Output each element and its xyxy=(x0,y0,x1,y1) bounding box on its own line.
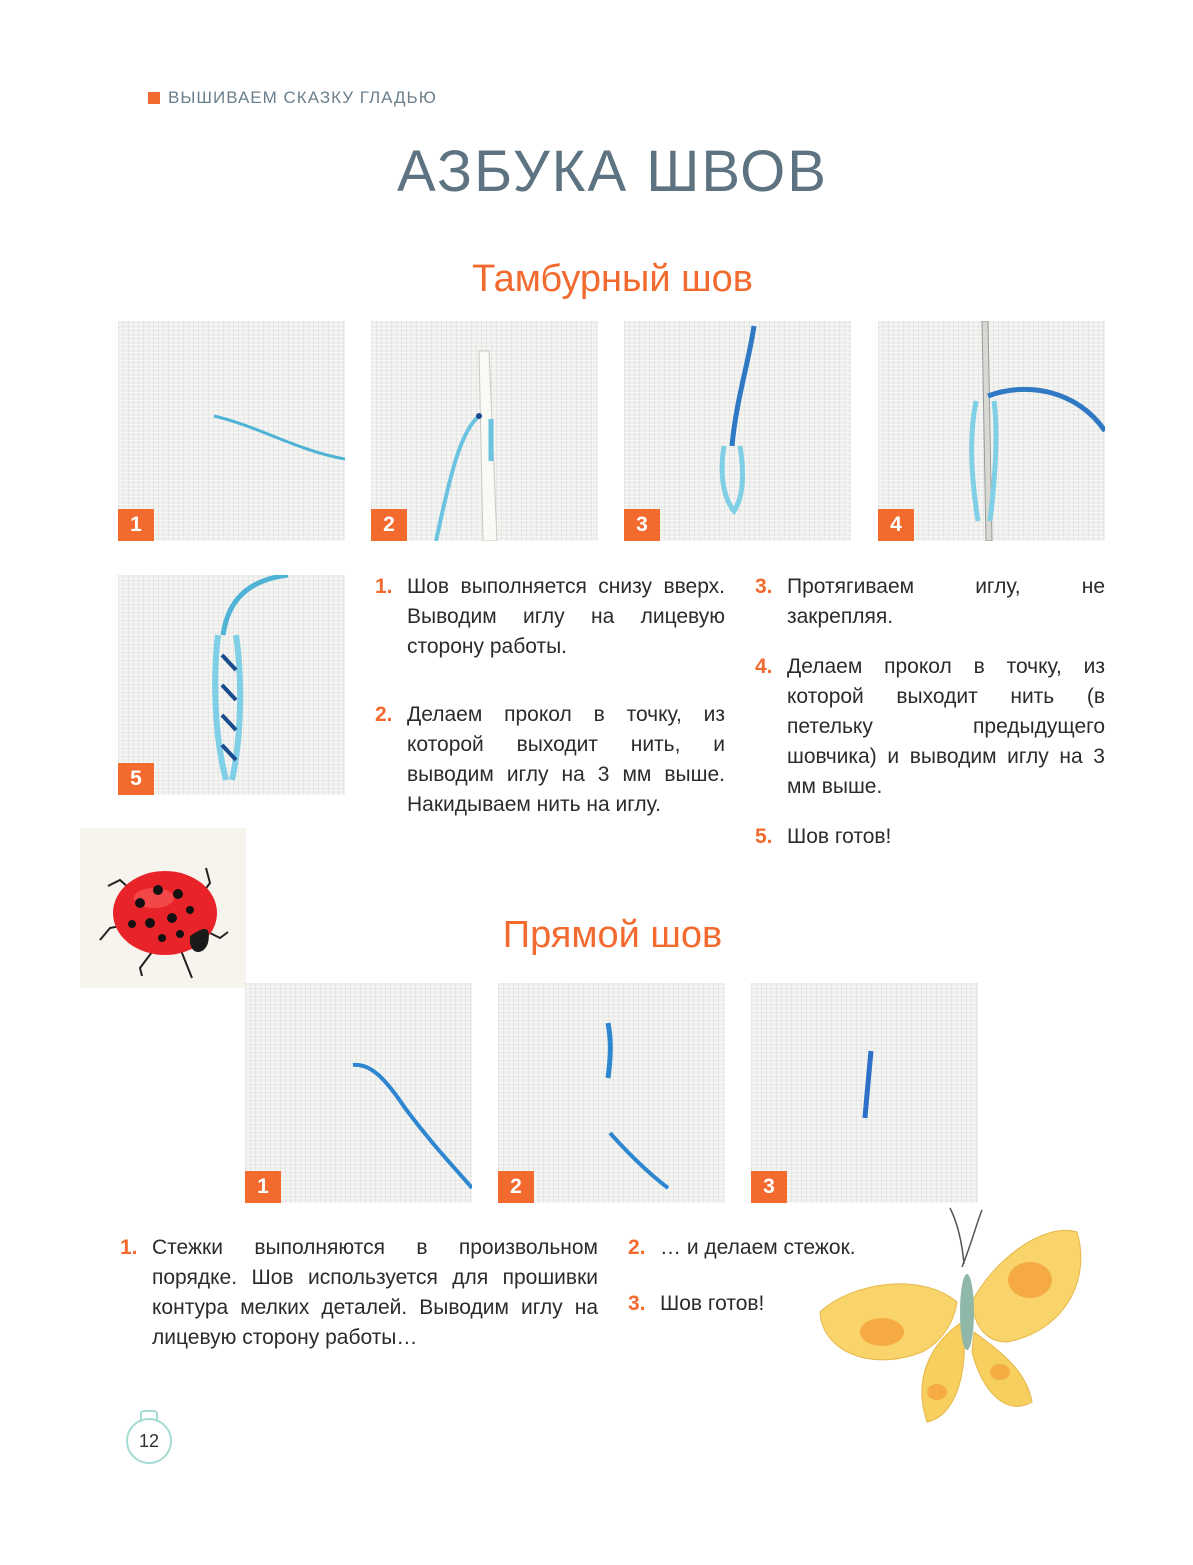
step-number: 2. xyxy=(375,703,393,726)
step-text: … и делаем стежок. xyxy=(660,1236,856,1259)
photo-number-badge: 3 xyxy=(624,509,660,541)
photo-number-badge: 1 xyxy=(118,509,154,541)
thread-illustration xyxy=(118,321,345,541)
section-title-tambour: Тамбурный шов xyxy=(472,258,753,300)
running-header-text: ВЫШИВАЕМ СКАЗКУ ГЛАДЬЮ xyxy=(168,88,437,107)
step-text: Делаем прокол в точку, из которой выходит нить (в петельку предыдущего шовчика) и выводим иглу на 3 мм выше. xyxy=(787,655,1105,798)
section-title-straight: Прямой шов xyxy=(502,914,723,956)
straight-photo-1 xyxy=(245,983,472,1203)
tambour-photo-1 xyxy=(118,321,345,541)
hoop-icon xyxy=(140,1410,158,1422)
photo-number-badge: 4 xyxy=(878,509,914,541)
straight-steps-left xyxy=(120,1233,598,1373)
thread-illustration xyxy=(245,983,472,1203)
step-number: 1. xyxy=(375,575,393,598)
straight-photo-2 xyxy=(498,983,725,1203)
tambour-photo-4 xyxy=(878,321,1105,541)
step-text: Делаем прокол в точку, из которой выходит нить, и выводим иглу на 3 мм выше. Накидываем нить на иглу. xyxy=(407,703,725,816)
page-title: АЗБУКА ШВОВ xyxy=(397,139,828,204)
step-text: Стежки выполняются в произвольном порядке. Шов используется для прошивки контура мелких деталей. Выводим иглу на лицевую сторону работы… xyxy=(152,1236,598,1349)
step-number: 2. xyxy=(628,1236,646,1259)
ladybug-illustration xyxy=(80,828,246,988)
tambour-steps-right xyxy=(755,572,1105,872)
step-number: 3. xyxy=(628,1292,646,1315)
butterfly-icon xyxy=(812,1202,1098,1434)
finished-stitch-illustration xyxy=(751,983,978,1203)
step-number: 4. xyxy=(755,655,773,678)
step-number: 1. xyxy=(120,1236,138,1259)
list-item xyxy=(120,1233,598,1353)
butterfly-illustration xyxy=(812,1202,1098,1434)
photo-number-badge: 3 xyxy=(751,1171,787,1203)
list-item xyxy=(375,700,725,820)
step-number: 5. xyxy=(755,825,773,848)
stitch-illustration xyxy=(498,983,725,1203)
list-item xyxy=(755,572,1105,632)
straight-photo-3 xyxy=(751,983,978,1203)
tambour-photo-3 xyxy=(624,321,851,541)
header-square-icon xyxy=(148,92,160,104)
photo-number-badge: 2 xyxy=(498,1171,534,1203)
list-item xyxy=(755,652,1105,802)
step-number: 3. xyxy=(755,575,773,598)
needle-loop-illustration xyxy=(878,321,1105,541)
needle-thread-illustration xyxy=(371,321,598,541)
step-text: Шов готов! xyxy=(660,1292,765,1315)
page-number xyxy=(126,1418,172,1464)
photo-number-badge: 2 xyxy=(371,509,407,541)
tambour-steps-left xyxy=(375,572,725,840)
step-text: Шов готов! xyxy=(787,825,892,848)
tambour-photo-2 xyxy=(371,321,598,541)
page-number-text: 12 xyxy=(138,1430,160,1451)
list-item xyxy=(375,572,725,662)
step-text: Шов выполняется снизу вверх. Выводим иглу на лицевую сторону работы. xyxy=(407,575,725,658)
photo-number-badge: 5 xyxy=(118,763,154,795)
thread-loop-illustration xyxy=(624,321,851,541)
chain-stitch-illustration xyxy=(118,575,345,795)
list-item xyxy=(755,822,1105,852)
photo-number-badge: 1 xyxy=(245,1171,281,1203)
step-text: Протягиваем иглу, не закрепляя. xyxy=(787,575,1105,628)
tambour-photo-5 xyxy=(118,575,345,795)
ladybug-icon xyxy=(80,828,246,988)
running-header xyxy=(148,88,437,108)
